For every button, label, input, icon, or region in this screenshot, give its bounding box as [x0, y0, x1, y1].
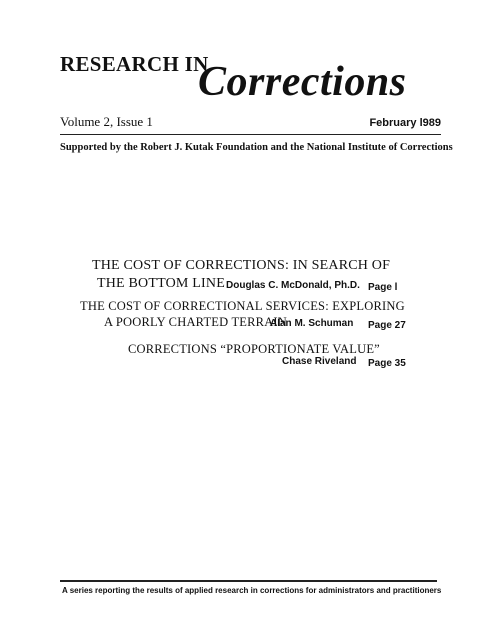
- masthead-corrections: Corrections: [198, 59, 407, 105]
- toc-entry-3-page: Page 35: [368, 358, 406, 369]
- toc-entry-1-author: Douglas C. McDonald, Ph.D.: [226, 280, 360, 291]
- issue-volume: Volume 2, Issue 1: [60, 114, 153, 129]
- toc-entry-1-title-line2: THE BOTTOM LINE: [97, 276, 225, 291]
- supported-by-line: Supported by the Robert J. Kutak Foundation and the National Institute of Corrections: [60, 142, 453, 153]
- toc-entry-1-page: Page l: [368, 282, 398, 293]
- toc-entry-1-title-line1: THE COST OF CORRECTIONS: IN SEARCH OF: [92, 258, 391, 273]
- toc-entry-3-title-line1: CORRECTIONS “PROPORTIONATE VALUE”: [128, 342, 380, 356]
- toc-entry-3-author: Chase Riveland: [282, 356, 357, 367]
- toc-entry-2-title-line1: THE COST OF CORRECTIONAL SERVICES: EXPLORING: [80, 299, 405, 313]
- toc-entry-2-title-line2: A POORLY CHARTED TERRAIN: [104, 315, 288, 329]
- header-rule: [60, 134, 441, 135]
- issue-date: February l989: [369, 117, 441, 129]
- masthead-research-in: RESEARCH IN: [60, 52, 209, 76]
- toc-entry-2-author: Alan M. Schuman: [270, 318, 354, 329]
- toc-entry-2-page: Page 27: [368, 320, 406, 331]
- footer-rule: [60, 580, 437, 582]
- footer-tagline: A series reporting the results of applied research in corrections for administrators and practitioners: [62, 586, 442, 595]
